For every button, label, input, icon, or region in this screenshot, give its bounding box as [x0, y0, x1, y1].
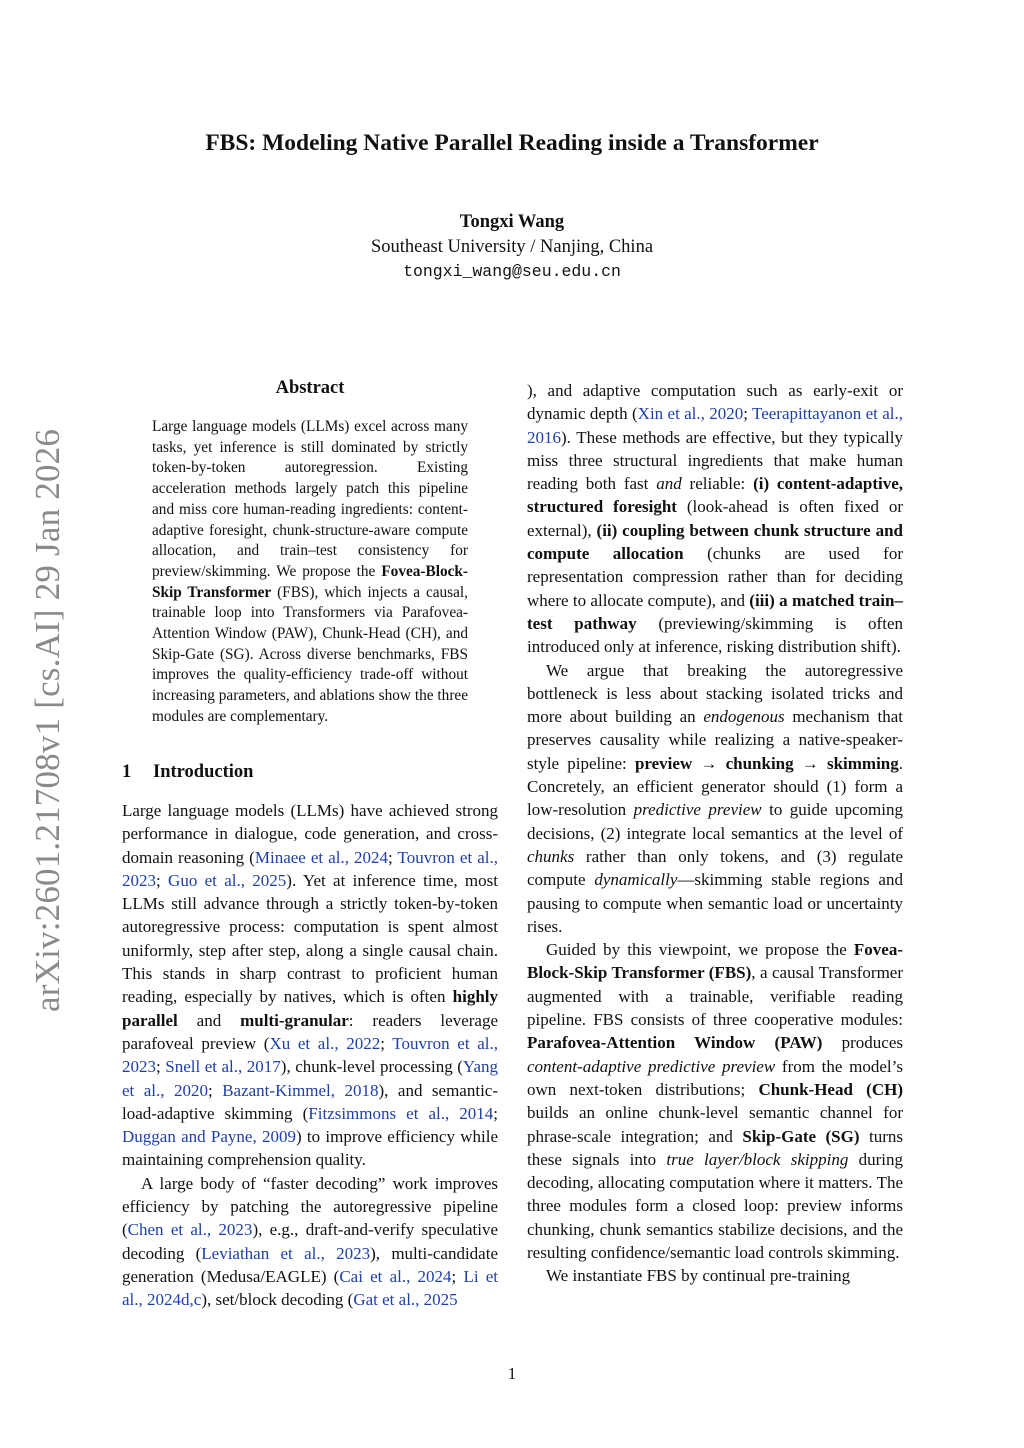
left-column — [122, 799, 498, 1312]
citation-link[interactable]: Touvron et al., 2023 — [122, 847, 498, 890]
intro-paragraph-2: A large body of “faster decoding” work improves efficiency by patching the autoregressive pipeline (Chen et al., 2023), e.g., draft-and-verify speculative decoding (Leviathan et al., 2023), multi-candidate generation (Medusa/EAGLE) (Cai et al., 2024; Li et al., 2024d,c), set/block decoding (Gat et al., 2025 — [122, 1173, 498, 1310]
citation-link[interactable]: Snell et al., 2017 — [165, 1057, 281, 1077]
section-heading-introduction — [122, 762, 253, 783]
citation-link[interactable]: Gat et al., 2025 — [353, 1290, 458, 1310]
intro-paragraph-2-continued: ), and adaptive computation such as early-exit or dynamic depth (Xin et al., 2020; Teerapittayanon et al., 2016). These methods are effective, but they typically miss three structural ingredients that make human reading both fast and reliable: (i) content-adaptive, structured foresight (look-ahead is often fixed or external), (ii) coupling between chunk structure and compute allocation (chunks are used for representation compression rather than for deciding where to allocate compute), and (iii) a matched train–test pathway (previewing/skimming is often introduced only at inference, risking distribution shift). — [527, 381, 904, 657]
abstract-heading: Abstract — [275, 378, 345, 398]
citation-link[interactable]: Li et al., 2024d,c — [122, 1266, 498, 1310]
author-email: tongxi_wang@seu.edu.cn — [403, 262, 621, 281]
page-number: 1 — [507, 1364, 517, 1383]
citation-link[interactable]: Duggan and Payne, 2009 — [122, 1127, 296, 1147]
citation-link[interactable]: Leviathan et al., 2023 — [201, 1243, 371, 1263]
citation-link[interactable]: Xu et al., 2022 — [269, 1033, 381, 1053]
section-title: Introduction — [153, 762, 254, 782]
citation-link[interactable]: Touvron et al., 2023 — [122, 1033, 498, 1077]
author-affiliation: Southeast University / Nanjing, China — [370, 237, 654, 257]
citation-link[interactable]: Guo et al., 2025 — [168, 870, 287, 890]
section-number: 1 — [122, 762, 132, 782]
abstract-body: Large language models (LLMs) excel across many tasks, yet inference is still dominated by strictly token-by-token autoregression. Existing acceleration methods largely patch this pipeline and miss core human-reading ingredients: content-adaptive foresight, chunk-structure-aware compute allocation, and train–test consistency for preview/skimming. We propose the Fovea-Block-Skip Transformer (FBS), which injects a causal, trainable loop into Transformers via Parafovea-Attention Window (PAW), Chunk-Head (CH), and Skip-Gate (SG). Across diverse benchmarks, FBS improves the quality-efficiency trade-off without increasing parameters, and ablations show the three modules are complementary. — [152, 418, 469, 725]
paper-title: FBS: Modeling Native Parallel Reading inside a Transformer — [205, 130, 819, 156]
citation-link[interactable]: Chen et al., 2023 — [127, 1220, 253, 1240]
citation-link[interactable]: Xin et al., 2020 — [637, 404, 744, 424]
author-name: Tongxi Wang — [459, 212, 565, 232]
arxiv-identifier: arXiv:2601.21708v1 [cs.AI] 29 Jan 2026 — [28, 428, 67, 1012]
citation-link[interactable]: Fitzsimmons et al., 2014 — [308, 1103, 494, 1123]
intro-paragraph-1: Large language models (LLMs) have achieved strong performance in dialogue, code generation, and cross-domain reasoning (Minaee et al., 2024; Touvron et al., 2023; Guo et al., 2025). Yet at inference time, most LLMs still advance through a strictly token-by-token autoregressive process: computation is spent almost uniformly, step after step, along a single causal chain. This stands in sharp contrast to proficient human reading, especially by natives, which is often highly parallel and multi-granular: readers leverage parafoveal preview (Xu et al., 2022; Touvron et al., 2023; Snell et al., 2017), chunk-level processing (Yang et al., 2020; Bazant-Kimmel, 2018), and semantic-load-adaptive skimming (Fitzsimmons et al., 2014; Duggan and Payne, 2009) to improve efficiency while maintaining comprehension quality. — [122, 801, 499, 1170]
citation-link[interactable]: Cai et al., 2024 — [339, 1266, 452, 1286]
citation-link[interactable]: Minaee et al., 2024 — [254, 847, 389, 867]
intro-paragraph-4: Guided by this viewpoint, we propose the Fovea-Block-Skip Transformer (FBS), a causal Transformer augmented with a trainable, verifiable reading pipeline. FBS consists of three cooperative modules: Parafovea-Attention Window (PAW) produces content-adaptive predictive preview from the model’s own next-token distributions; Chunk-Head (CH) builds an online chunk-level semantic channel for phrase-scale integration; and Skip-Gate (SG) turns these signals into true layer/block skipping during decoding, allocating computation where it matters. The three modules form a closed loop: preview informs chunking, chunk semantics stabilize decisions, and the resulting confidence/semantic load controls skimming. — [527, 940, 903, 1262]
citation-link[interactable]: Bazant-Kimmel, 2018 — [222, 1080, 379, 1100]
right-column — [527, 379, 903, 1288]
intro-paragraph-3: We argue that breaking the autoregressive bottleneck is less about stacking isolated tricks and more about building an endogenous mechanism that preserves causality while realizing a native-speaker-style pipeline: preview → chunking → skimming. Concretely, an efficient generator should (1) form a low-resolution predictive preview to guide upcoming decisions, (2) integrate local semantics at the level of chunks rather than only tokens, and (3) regulate compute dynamically—skimming stable regions and pausing to compute when semantic load or uncertainty rises. — [527, 660, 904, 936]
intro-paragraph-5: We instantiate FBS by continual pre-training — [546, 1266, 851, 1286]
citation-link[interactable]: Teerapittayanon et al., 2016 — [527, 404, 903, 447]
citation-link[interactable]: Yang et al., 2020 — [122, 1057, 498, 1100]
